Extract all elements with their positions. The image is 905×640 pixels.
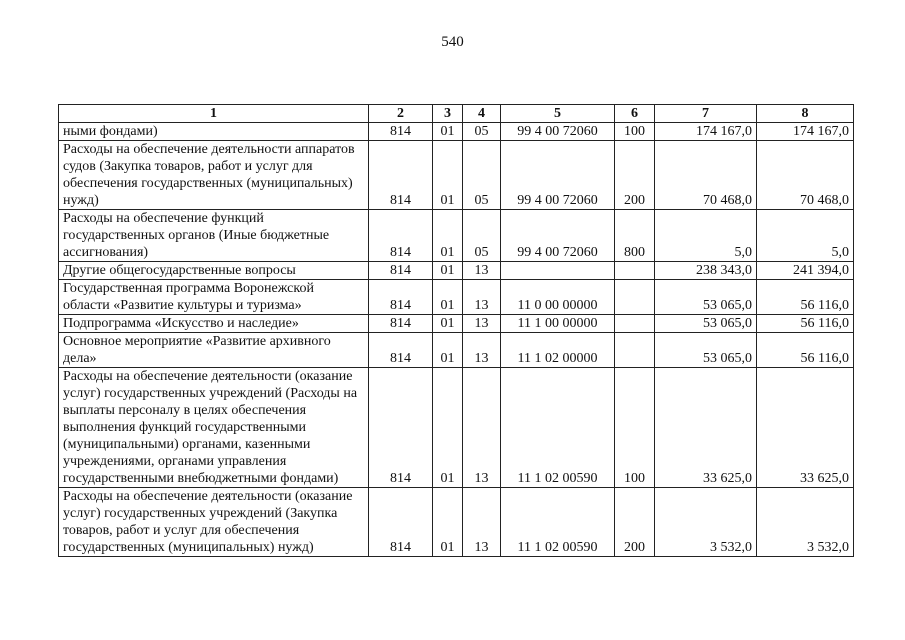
table-row	[59, 315, 854, 333]
sum2-cell: 33 625,0	[757, 368, 854, 488]
row-name: Основное мероприятие «Развитие архивного дела»	[59, 333, 369, 368]
pr-cell: 05	[463, 141, 501, 210]
table-row	[59, 333, 854, 368]
col-header-5: 5	[501, 105, 615, 123]
table-row	[59, 488, 854, 557]
vr-cell: 200	[615, 488, 655, 557]
pr-cell: 13	[463, 315, 501, 333]
vr-cell: 100	[615, 123, 655, 141]
sum1-cell: 70 468,0	[655, 141, 757, 210]
row-name: Государственная программа Воронежской области «Развитие культуры и туризма»	[59, 280, 369, 315]
table-row	[59, 280, 854, 315]
sum2-cell: 70 468,0	[757, 141, 854, 210]
glava-cell: 814	[369, 315, 433, 333]
pr-cell: 13	[463, 333, 501, 368]
row-name: ными фондами)	[59, 123, 369, 141]
glava-cell: 814	[369, 368, 433, 488]
sum2-cell: 56 116,0	[757, 315, 854, 333]
sum1-cell: 53 065,0	[655, 333, 757, 368]
table-row	[59, 123, 854, 141]
csr-cell: 99 4 00 72060	[501, 141, 615, 210]
vr-cell	[615, 262, 655, 280]
row-name: Расходы на обеспечение деятельности аппаратов судов (Закупка товаров, работ и услуг для обеспечения государственных (муниципальных) нужд)	[59, 141, 369, 210]
sum2-cell: 56 116,0	[757, 333, 854, 368]
glava-cell: 814	[369, 210, 433, 262]
sum1-cell: 238 343,0	[655, 262, 757, 280]
rz-cell: 01	[433, 280, 463, 315]
row-name: Расходы на обеспечение деятельности (оказание услуг) государственных учреждений (Расходы на выплаты персоналу в целях обеспечения выполнения функций государственными (муниципальными) органами, казенными учреждениями, органами управления государственными внебюджетными фондами)	[59, 368, 369, 488]
row-name: Подпрограмма «Искусство и наследие»	[59, 315, 369, 333]
sum2-cell: 56 116,0	[757, 280, 854, 315]
row-name: Расходы на обеспечение функций государственных органов (Иные бюджетные ассигнования)	[59, 210, 369, 262]
csr-cell: 99 4 00 72060	[501, 210, 615, 262]
col-header-8: 8	[757, 105, 854, 123]
sum1-cell: 53 065,0	[655, 280, 757, 315]
pr-cell: 05	[463, 210, 501, 262]
vr-cell: 800	[615, 210, 655, 262]
rz-cell: 01	[433, 315, 463, 333]
header-row	[59, 105, 854, 123]
sum1-cell: 53 065,0	[655, 315, 757, 333]
vr-cell	[615, 280, 655, 315]
vr-cell	[615, 315, 655, 333]
csr-cell	[501, 262, 615, 280]
rz-cell: 01	[433, 210, 463, 262]
col-header-7: 7	[655, 105, 757, 123]
sum1-cell: 5,0	[655, 210, 757, 262]
sum2-cell: 5,0	[757, 210, 854, 262]
sum1-cell: 3 532,0	[655, 488, 757, 557]
glava-cell: 814	[369, 123, 433, 141]
table-row	[59, 368, 854, 488]
pr-cell: 13	[463, 488, 501, 557]
csr-cell: 99 4 00 72060	[501, 123, 615, 141]
pr-cell: 13	[463, 262, 501, 280]
rz-cell: 01	[433, 333, 463, 368]
budget-table	[58, 104, 854, 557]
col-header-6: 6	[615, 105, 655, 123]
sum1-cell: 33 625,0	[655, 368, 757, 488]
csr-cell: 11 1 02 00590	[501, 368, 615, 488]
pr-cell: 05	[463, 123, 501, 141]
col-header-1: 1	[59, 105, 369, 123]
rz-cell: 01	[433, 368, 463, 488]
csr-cell: 11 1 02 00000	[501, 333, 615, 368]
col-header-2: 2	[369, 105, 433, 123]
pr-cell: 13	[463, 280, 501, 315]
table-row	[59, 210, 854, 262]
row-name: Другие общегосударственные вопросы	[59, 262, 369, 280]
glava-cell: 814	[369, 488, 433, 557]
rz-cell: 01	[433, 123, 463, 141]
rz-cell: 01	[433, 141, 463, 210]
row-name: Расходы на обеспечение деятельности (оказание услуг) государственных учреждений (Закупка товаров, работ и услуг для обеспечения государственных (муниципальных) нужд)	[59, 488, 369, 557]
csr-cell: 11 1 02 00590	[501, 488, 615, 557]
sum1-cell: 174 167,0	[655, 123, 757, 141]
vr-cell: 200	[615, 141, 655, 210]
page-number: 540	[441, 34, 464, 50]
glava-cell: 814	[369, 280, 433, 315]
vr-cell: 100	[615, 368, 655, 488]
vr-cell	[615, 333, 655, 368]
sum2-cell: 241 394,0	[757, 262, 854, 280]
sum2-cell: 174 167,0	[757, 123, 854, 141]
rz-cell: 01	[433, 488, 463, 557]
table-row	[59, 141, 854, 210]
glava-cell: 814	[369, 141, 433, 210]
csr-cell: 11 0 00 00000	[501, 280, 615, 315]
csr-cell: 11 1 00 00000	[501, 315, 615, 333]
pr-cell: 13	[463, 368, 501, 488]
col-header-3: 3	[433, 105, 463, 123]
col-header-4: 4	[463, 105, 501, 123]
table-row	[59, 262, 854, 280]
glava-cell: 814	[369, 333, 433, 368]
rz-cell: 01	[433, 262, 463, 280]
sum2-cell: 3 532,0	[757, 488, 854, 557]
glava-cell: 814	[369, 262, 433, 280]
